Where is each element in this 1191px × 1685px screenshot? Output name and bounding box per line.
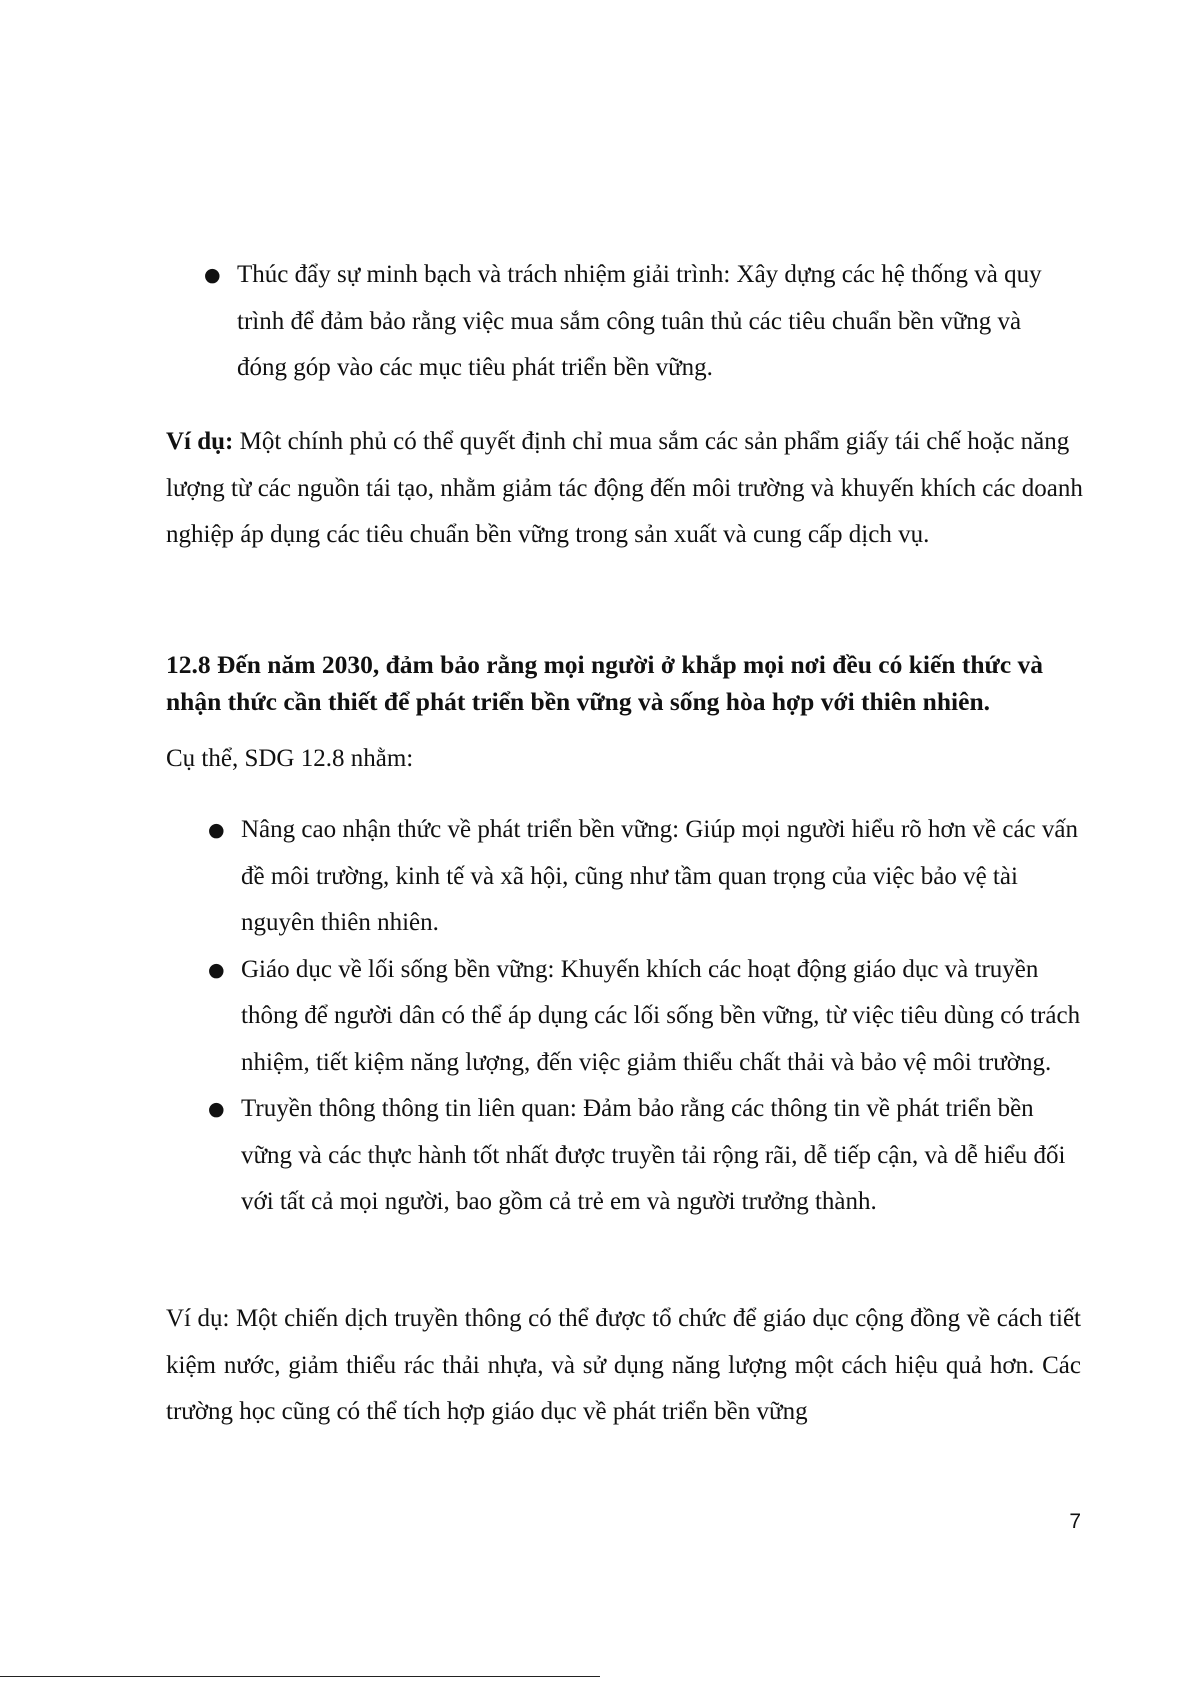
list-item: [204, 252, 1077, 392]
example-label: Ví dụ:: [166, 428, 234, 455]
bullet-icon: ●: [204, 264, 221, 286]
bullet-text: Truyền thông thông tin liên quan: Đảm bảo rằng các thông tin về phát triển bền vững và các thực hành tốt nhất được truyền tải rộng rãi, dễ tiếp cận, và dễ hiểu đối với tất cả mọi người, bao gồm cả trẻ em và người trưởng thành.: [241, 1095, 1066, 1215]
bullet-text: Giáo dục về lối sống bền vững: Khuyến khích các hoạt động giáo dục và truyền thông để người dân có thể áp dụng các lối sống bền vững, từ việc tiêu dùng có trách nhiệm, tiết kiệm năng lượng, đến việc giảm thiểu chất thải và bảo vệ môi trường.: [241, 955, 1081, 1076]
footnote-divider: [0, 1676, 600, 1677]
bullet-text: Thúc đẩy sự minh bạch và trách nhiệm giải trình: Xây dựng các hệ thống và quy trình để đảm bảo rằng việc mua sắm công tuân thủ các tiêu chuẩn bền vững và đóng góp vào các mục tiêu phát triển bền vững.: [237, 261, 1042, 381]
example-paragraph-1: [166, 419, 1086, 559]
top-bullet-list: [204, 252, 1077, 392]
bullet-icon: ●: [208, 958, 225, 981]
sdg-bullet-list: [208, 807, 1086, 1226]
example-text: Một chính phủ có thể quyết định chỉ mua sắm các sản phẩm giấy tái chế hoặc năng lượng từ các nguồn tái tạo, nhằm giảm tác động đến môi trường và khuyến khích các doanh nghiệp áp dụng các tiêu chuẩn bền vững trong sản xuất và cung cấp dịch vụ.: [166, 428, 1083, 548]
section-heading: 12.8 Đến năm 2030, đảm bảo rằng mọi người ở khắp mọi nơi đều có kiến thức và nhận thức cần thiết để phát triển bền vững và sống hòa hợp với thiên nhiên.: [166, 650, 1044, 716]
bullet-icon: ●: [208, 819, 225, 841]
bullet-text: Nâng cao nhận thức về phát triển bền vững: Giúp mọi người hiểu rõ hơn về các vấn đề môi trường, kinh tế và xã hội, cũng như tầm quan trọng của việc bảo vệ tài nguyên thiên nhiên.: [241, 816, 1078, 936]
bullet-icon: ●: [208, 1098, 225, 1120]
example-paragraph-2: Ví dụ: Một chiến dịch truyền thông có thể được tổ chức để giáo dục cộng đồng về cách tiết kiệm nước, giảm thiểu rác thải nhựa, và sử dụng năng lượng một cách hiệu quả hơn. Các trường học cũng có thể tích hợp giáo dục về phát triển bền vững: [166, 1305, 1081, 1425]
intro-text: Cụ thể, SDG 12.8 nhằm:: [166, 745, 414, 772]
list-item: [208, 947, 1086, 1087]
list-item: [208, 807, 1086, 947]
page-number: 7: [1069, 1510, 1081, 1533]
list-item: [208, 1086, 1086, 1226]
